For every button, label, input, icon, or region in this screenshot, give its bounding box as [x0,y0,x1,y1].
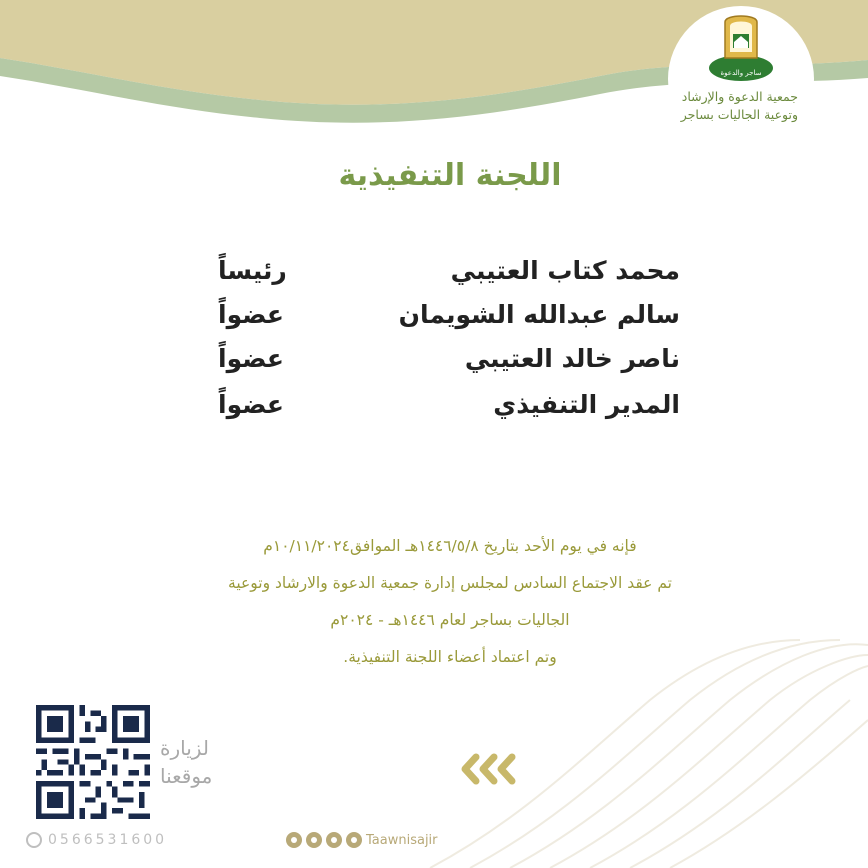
qr-code[interactable] [36,705,150,819]
twitter-icon[interactable] [286,832,302,848]
visit-line1: لزيارة [160,736,209,760]
youtube-icon[interactable] [326,832,342,848]
announcement-line: الجاليات بساجر لعام ١٤٤٦هـ - ٢٠٢٤م [330,611,570,629]
announcement-text [170,528,730,676]
announcement-line: وتم اعتماد أعضاء اللجنة التنفيذية. [343,648,557,666]
member-name: محمد كتاب العتيبي [450,256,680,285]
member-name: المدير التنفيذي [493,390,680,419]
organization-name-line1: جمعية الدعوة والإرشاد [681,89,798,104]
phone-number: 0566531600 [48,832,168,848]
announcement-line: فإنه في يوم الأحد بتاريخ ١٤٤٦/٥/٨هـ الموافق١٠/١١/٢٠٢٤م [263,537,637,555]
member-name: ناصر خالد العتيبي [464,344,680,373]
page-title: اللجنة التنفيذية [338,158,562,193]
member-role: عضواً [218,344,284,373]
member-role: عضواً [218,300,284,329]
mosque-logo-icon [668,6,814,152]
member-row [200,344,680,388]
member-role: عضواً [218,390,284,419]
organization-name [568,88,798,124]
visit-website-label [160,734,240,790]
announcement-line: تم عقد الاجتماع السادس لمجلس إدارة جمعية الدعوة والارشاد وتوعية [228,574,672,592]
logo-badge [668,6,814,152]
member-role: رئيساً [218,256,287,285]
snapchat-icon[interactable] [346,832,362,848]
instagram-icon[interactable] [306,832,322,848]
whatsapp-icon [26,832,42,848]
member-name: سالم عبدالله الشويمان [398,300,680,329]
svg-text:ساجر والدعوة: ساجر والدعوة [720,69,762,77]
member-row [200,256,680,300]
member-row [200,390,680,434]
chevron-left-icon [460,752,522,786]
social-links[interactable] [286,830,438,850]
member-row [200,300,680,344]
phone-contact[interactable] [26,830,167,850]
organization-name-line2: وتوعية الجاليات بساجر [680,107,798,122]
social-handle: Taawnisajir [366,832,438,848]
visit-line2: موقعنا [160,764,213,788]
